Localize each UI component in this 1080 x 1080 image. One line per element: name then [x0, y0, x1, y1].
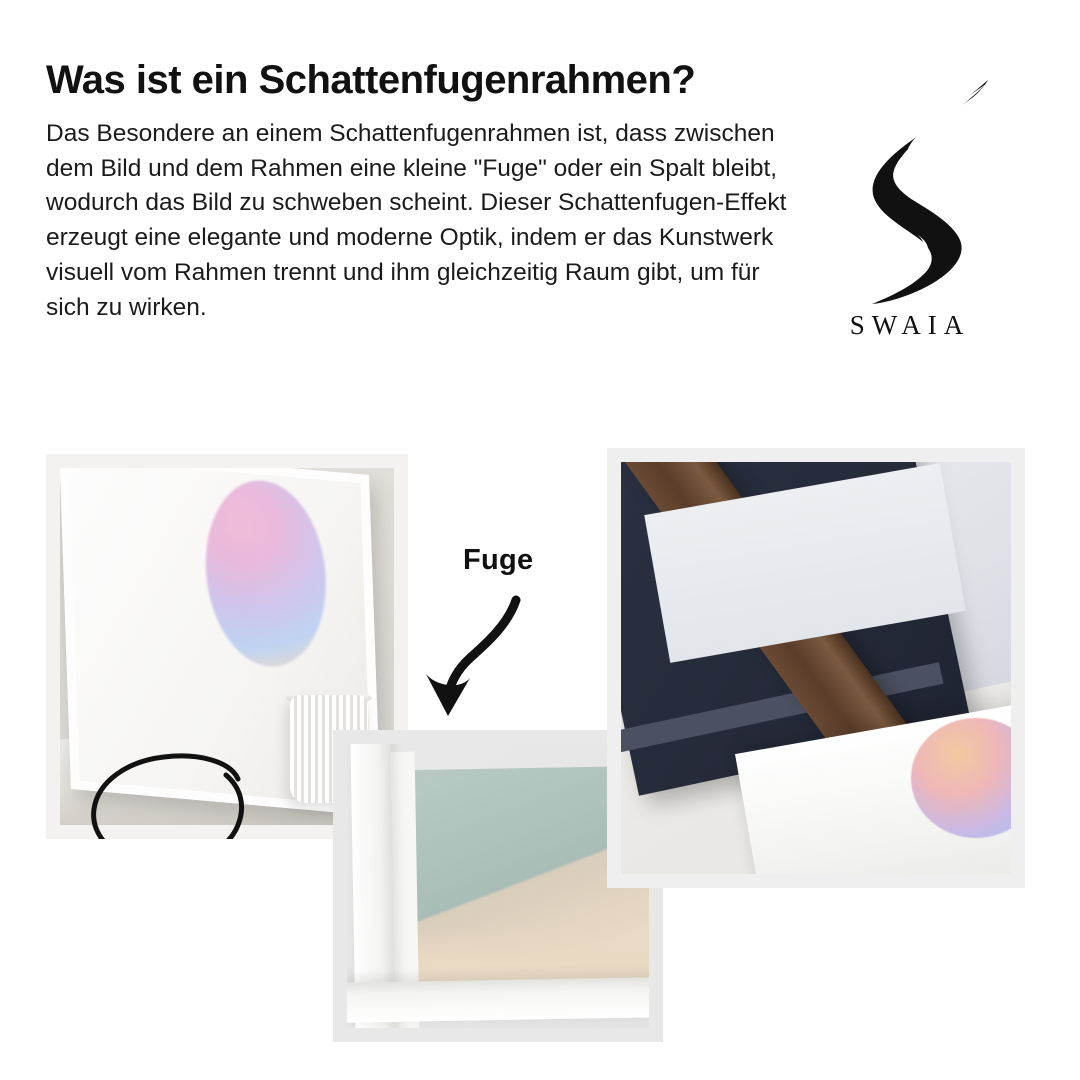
fuge-annotation-label: Fuge [463, 544, 534, 576]
brand-logo [810, 74, 1010, 374]
page-title: Was ist ein Schattenfugenrahmen? [46, 58, 696, 102]
swaia-s-logo-icon [820, 74, 1000, 306]
photo-collage [0, 430, 1080, 1070]
photo-two-scene [347, 744, 649, 1028]
intro-paragraph: Das Besondere an einem Schattenfugenrahmen ist, dass zwischen dem Bild und dem Rahmen eine kleine "Fuge" oder ein Spalt bleibt, wodurch das Bild zu schweben scheint. Dieser Schattenfugen-Effekt erzeugt eine elegante und moderne Optik, indem er das Kunstwerk visuell vom Rahmen trennt und ihm gleichzeitig Raum gibt, um für sich zu wirken. [46, 119, 787, 321]
intro-text-block [46, 58, 806, 325]
photo-two-image [347, 744, 649, 1028]
curved-arrow-icon [412, 590, 532, 725]
photo-three-scene [621, 462, 1011, 874]
photo-dark-and-white-frame-detail [607, 448, 1025, 888]
photo-three-image [621, 462, 1011, 874]
gradient-oval-artwork [203, 476, 329, 672]
frame-bottom-rail [347, 977, 649, 1023]
brand-wordmark: SWAIA [849, 310, 971, 340]
